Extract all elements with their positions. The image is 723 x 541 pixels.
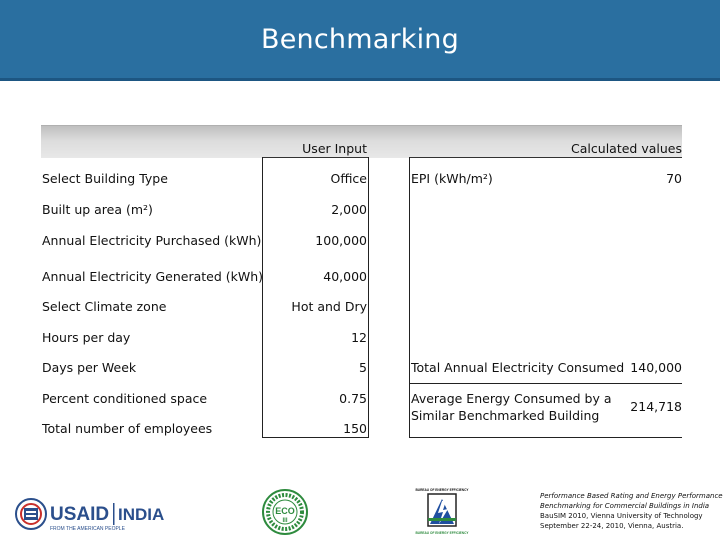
- svg-text:III: III: [282, 518, 288, 524]
- svg-text:BUREAU OF ENERGY EFFICIENCY: BUREAU OF ENERGY EFFICIENCY: [415, 531, 469, 535]
- input-label-built-up-area: Built up area (m²): [42, 202, 153, 217]
- result-value-epi: 70: [666, 171, 682, 186]
- input-value-percent-conditioned[interactable]: 0.75: [339, 391, 367, 406]
- eco-seal-icon: [262, 489, 308, 535]
- header-banner: [0, 0, 720, 81]
- result-label-benchmark-line1: Average Energy Consumed by a: [411, 391, 612, 406]
- citation-date: September 22-24, 2010, Vienna, Austria.: [540, 522, 684, 530]
- header-underline-input: [262, 157, 368, 158]
- input-label-building-type: Select Building Type: [42, 171, 168, 186]
- result-label-benchmark-line2: Similar Benchmarked Building: [411, 408, 600, 423]
- input-value-built-up-area[interactable]: 2,000: [331, 202, 367, 217]
- calculated-values-column-header: Calculated values: [571, 141, 682, 156]
- input-label-days-per-week: Days per Week: [42, 360, 137, 375]
- input-label-climate-zone: Select Climate zone: [42, 299, 167, 314]
- usaid-seal-icon: [14, 494, 178, 534]
- citation-title-line2: Benchmarking for Commercial Buildings in India: [540, 502, 710, 510]
- calculated-left-border: [409, 157, 410, 438]
- input-label-electricity-purchased: Annual Electricity Purchased (kWh): [42, 233, 262, 248]
- citation-venue: BauSIM 2010, Vienna University of Technology: [540, 512, 703, 520]
- input-value-climate-zone[interactable]: Hot and Dry: [291, 299, 367, 314]
- input-label-employees: Total number of employees: [42, 421, 213, 436]
- result-label-total-consumed: Total Annual Electricity Consumed: [411, 360, 625, 375]
- input-value-hours-per-day[interactable]: 12: [351, 330, 367, 345]
- input-column-left-border: [262, 157, 263, 438]
- svg-text:FROM THE AMERICAN PEOPLE: FROM THE AMERICAN PEOPLE: [50, 526, 125, 532]
- header-underline-calculated: [409, 157, 682, 158]
- svg-text:ECO: ECO: [275, 506, 295, 516]
- usaid-india-logo: [14, 494, 178, 534]
- calculated-row-divider: [409, 383, 682, 384]
- page-title: Benchmarking: [261, 24, 459, 55]
- input-label-percent-conditioned: Percent conditioned space: [42, 391, 208, 406]
- svg-text:BUREAU OF ENERGY EFFICIENCY: BUREAU OF ENERGY EFFICIENCY: [415, 488, 469, 492]
- user-input-column-header: User Input: [302, 141, 367, 156]
- svg-text:INDIA: INDIA: [118, 505, 165, 524]
- input-value-electricity-purchased[interactable]: 100,000: [315, 233, 367, 248]
- citation-title-line1: Performance Based Rating and Energy Performance: [540, 492, 723, 500]
- svg-text:USAID: USAID: [50, 504, 110, 525]
- result-value-total-consumed: 140,000: [630, 360, 682, 375]
- input-column-bottom-border: [262, 437, 369, 438]
- input-value-electricity-generated[interactable]: 40,000: [323, 269, 367, 284]
- calculated-bottom-border: [409, 437, 682, 438]
- input-label-electricity-generated: Annual Electricity Generated (kWh): [42, 269, 264, 284]
- result-value-benchmark: 214,718: [630, 399, 682, 414]
- bee-emblem-icon: [415, 485, 469, 537]
- input-column-right-border: [368, 157, 369, 438]
- input-value-employees[interactable]: 150: [343, 421, 367, 436]
- input-value-days-per-week[interactable]: 5: [359, 360, 367, 375]
- result-label-epi: EPI (kWh/m²): [411, 171, 493, 186]
- input-label-hours-per-day: Hours per day: [42, 330, 131, 345]
- bee-logo: [415, 485, 469, 537]
- input-value-building-type[interactable]: Office: [330, 171, 367, 186]
- eco-iii-logo: [262, 489, 308, 535]
